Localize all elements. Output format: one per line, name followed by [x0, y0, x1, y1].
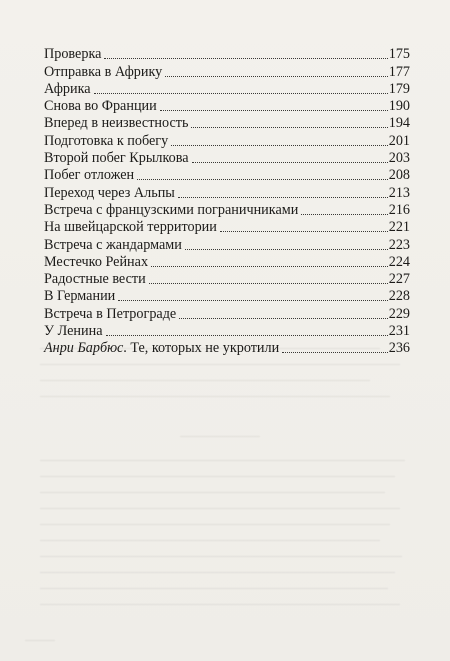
- toc-entry-title: Побег отложен: [44, 167, 135, 184]
- toc-entry-page: 223: [388, 236, 410, 253]
- toc-entry: [44, 236, 410, 253]
- toc-entry-title: [44, 340, 279, 357]
- toc-entry-title: Проверка: [44, 46, 102, 63]
- toc-entry: [44, 115, 410, 132]
- toc-entry: [44, 288, 410, 305]
- toc-entry: [44, 46, 410, 63]
- toc-entry-page: 227: [388, 271, 410, 288]
- toc-entry-title: Местечко Рейнах: [44, 253, 149, 270]
- dot-leader: [165, 76, 387, 77]
- toc-entry-page: 175: [388, 46, 410, 63]
- dot-leader: [151, 266, 388, 267]
- toc-entry: [44, 132, 410, 149]
- toc-entry-page: 229: [388, 305, 410, 322]
- toc-entry-page: 190: [388, 98, 410, 115]
- toc-entry-title: Отправка в Африку: [44, 63, 163, 80]
- toc-entry-page: 179: [388, 80, 410, 97]
- toc-entry-page: 236: [388, 340, 410, 357]
- dot-leader: [282, 352, 388, 353]
- dot-leader: [220, 231, 388, 232]
- toc-entry-title: Встреча с жандармами: [44, 236, 182, 253]
- dot-leader: [179, 318, 387, 319]
- toc-entry-page: 201: [388, 132, 410, 149]
- dot-leader: [160, 110, 388, 111]
- toc-entry: [44, 150, 410, 167]
- toc-entry: [44, 305, 410, 322]
- toc-entry: [44, 219, 410, 236]
- toc-entry: [44, 202, 410, 219]
- dot-leader: [185, 249, 388, 250]
- toc-entry-page: 194: [388, 115, 410, 132]
- toc-entry-title: Переход через Альпы: [44, 184, 175, 201]
- toc-entry-page: 221: [388, 219, 410, 236]
- dot-leader: [137, 179, 388, 180]
- bleed-through-text: [40, 340, 410, 650]
- toc-entry-title: Встреча с французскими пограничниками: [44, 201, 299, 218]
- dot-leader: [301, 214, 387, 215]
- toc-entry-page: 213: [388, 184, 410, 201]
- toc-entry-title: Вперед в неизвестность: [44, 115, 189, 132]
- toc-entry-title: Второй побег Крылкова: [44, 150, 189, 167]
- afterword-author: Анри Барбюс: [44, 340, 124, 357]
- toc-entry: [44, 271, 410, 288]
- toc-entry-title: Встреча в Петрограде: [44, 305, 177, 322]
- toc-entry-page: 208: [388, 167, 410, 184]
- toc-entry: [44, 323, 410, 340]
- dot-leader: [106, 335, 388, 336]
- toc-entry: [44, 81, 410, 98]
- toc-entry: [44, 254, 410, 271]
- dot-leader: [192, 162, 388, 163]
- toc-entry-afterword: [44, 340, 410, 357]
- dot-leader: [178, 197, 388, 198]
- toc-entry: [44, 63, 410, 80]
- dot-leader: [104, 58, 387, 59]
- dot-leader: [94, 93, 388, 94]
- toc-entry-page: 224: [388, 253, 410, 270]
- toc-entry-page: 216: [388, 201, 410, 218]
- dot-leader: [149, 283, 388, 284]
- toc-entry-title: У Ленина: [44, 323, 103, 340]
- toc-entry: [44, 184, 410, 201]
- toc-entry-page: 203: [388, 150, 410, 167]
- toc-entry-title: Африка: [44, 80, 91, 97]
- toc-entry-title: Подготовка к побегу: [44, 132, 169, 149]
- toc-entry-title: В Германии: [44, 288, 116, 305]
- dot-leader: [191, 127, 387, 128]
- toc-entry-page: 177: [388, 63, 410, 80]
- toc-entry-title: Радостные вести: [44, 271, 146, 288]
- toc-entry-title: На швейцарской территории: [44, 219, 217, 236]
- dot-leader: [118, 300, 387, 301]
- toc-entry-page: 231: [388, 323, 410, 340]
- afterword-title: . Те, которых не укротили: [123, 340, 280, 357]
- dot-leader: [171, 145, 388, 146]
- table-of-contents: [44, 46, 410, 357]
- toc-entry-page: 228: [388, 288, 410, 305]
- toc-entry-title: Снова во Франции: [44, 98, 157, 115]
- toc-entry: [44, 167, 410, 184]
- toc-entry: [44, 98, 410, 115]
